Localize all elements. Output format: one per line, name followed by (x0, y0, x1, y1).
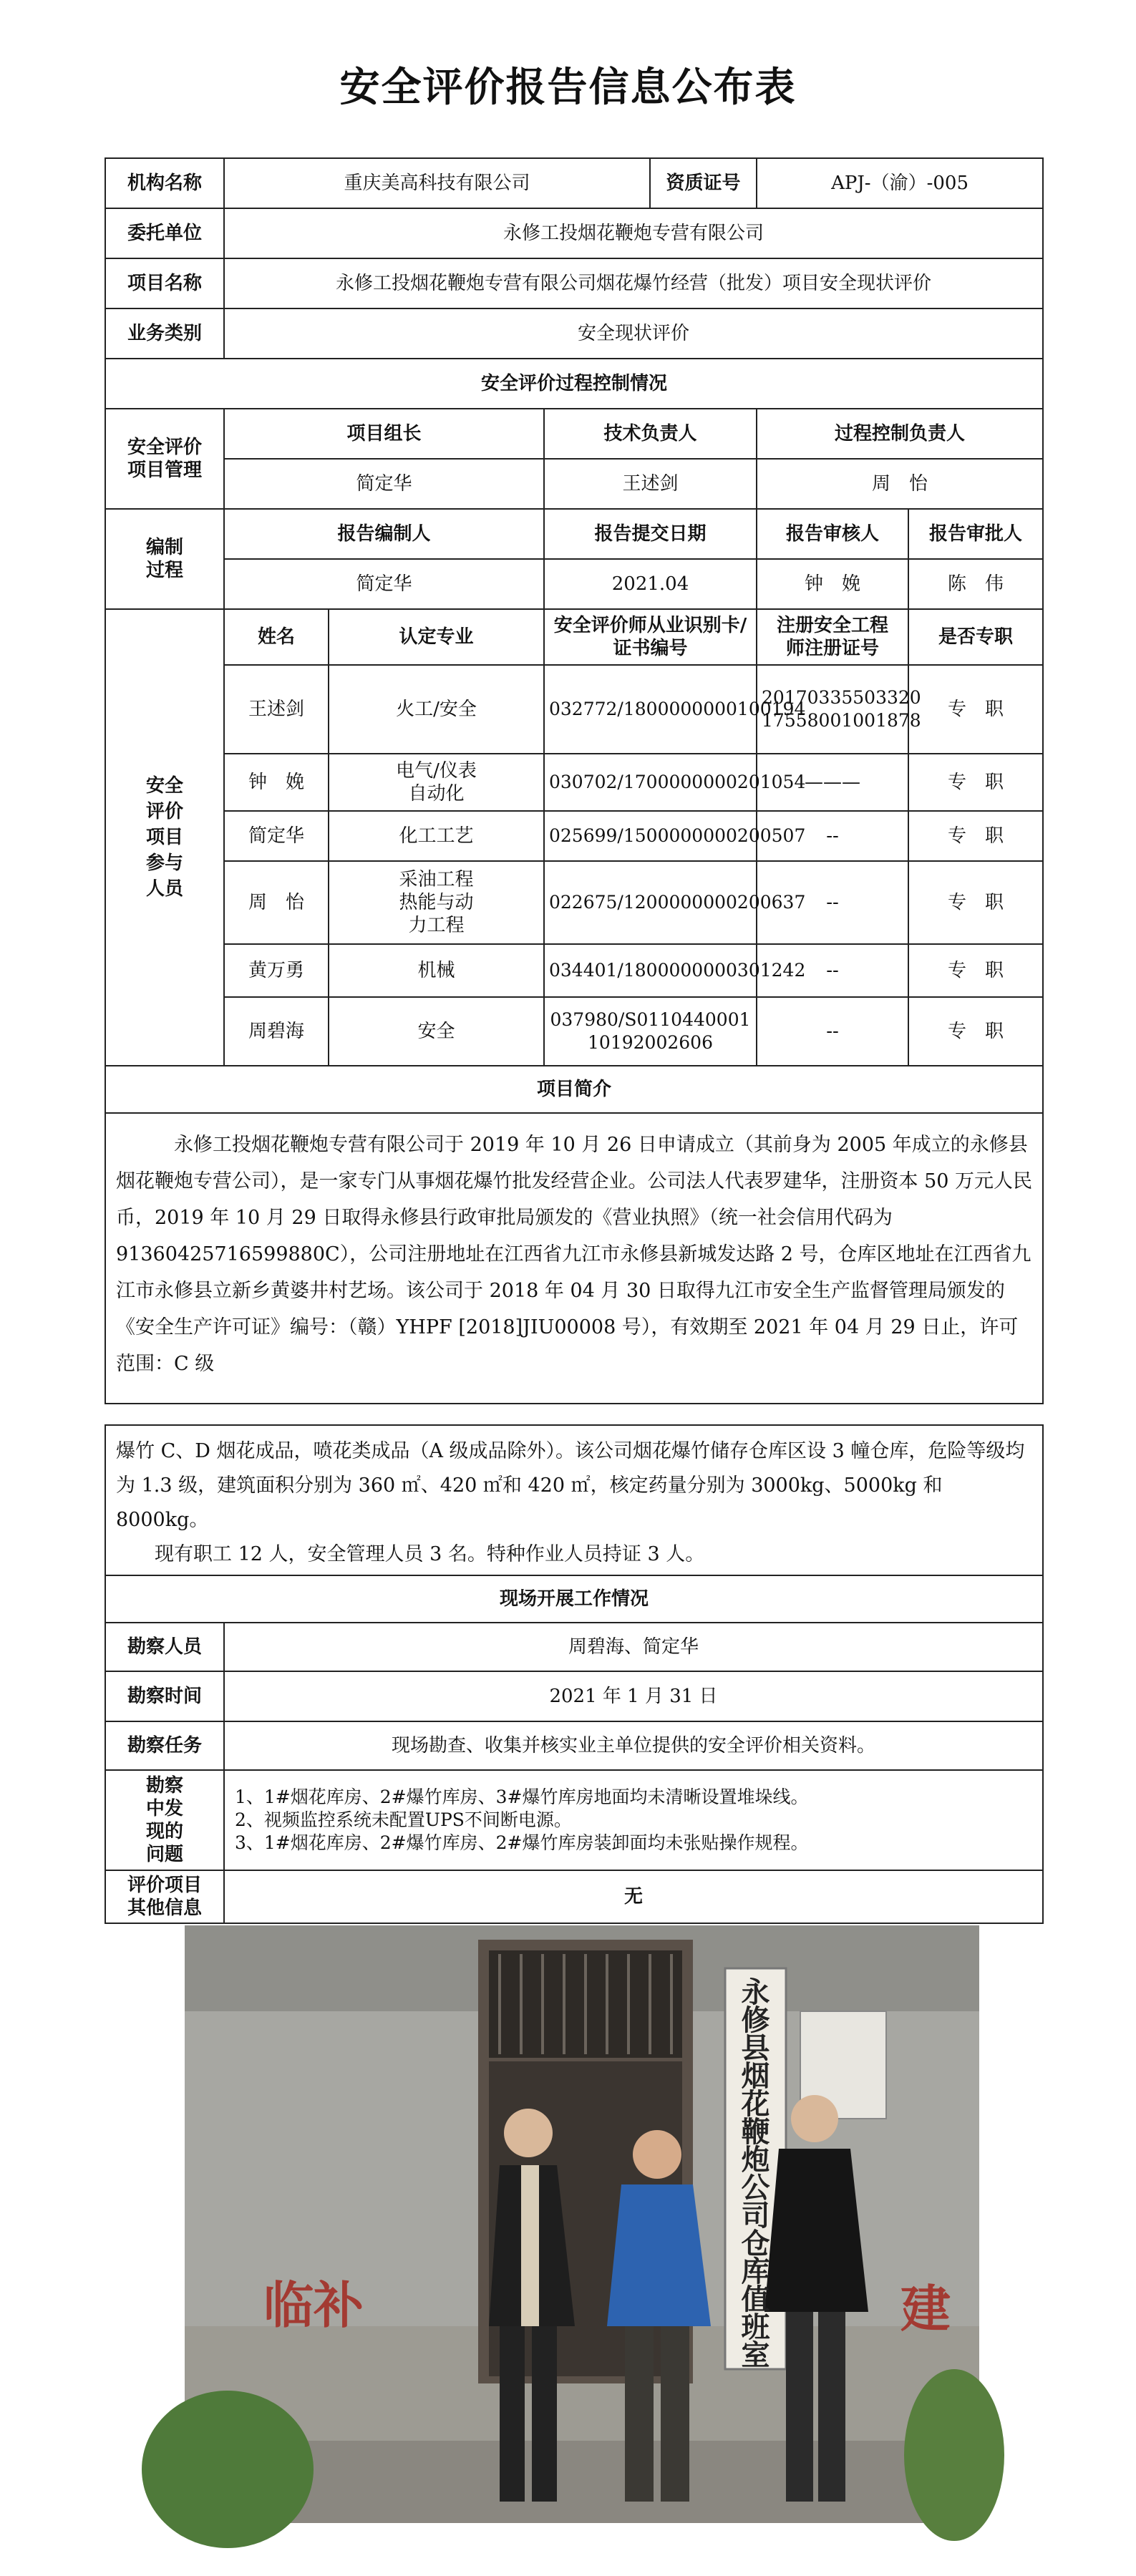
staff-header-major: 认定专业 (329, 609, 544, 665)
reviewer-value: 钟 娩 (757, 559, 908, 609)
table-row (105, 861, 1043, 944)
survey-section-title: 现场开展工作情况 (105, 1575, 1043, 1623)
editor-label: 报告编制人 (224, 509, 544, 559)
editor-value: 简定华 (224, 559, 544, 609)
staff-name: 黄万勇 (224, 944, 329, 997)
staff-fulltime: 专 职 (908, 754, 1043, 811)
staff-name: 钟 娩 (224, 754, 329, 811)
staff-major: 安全 (329, 997, 544, 1066)
intro-section-title: 项目简介 (105, 1066, 1043, 1113)
staff-reg: ——— (757, 754, 908, 811)
project-label: 项目名称 (105, 258, 224, 308)
site-photo (185, 1925, 979, 2523)
staff-card: 032772/1800000000100194 (544, 665, 757, 754)
org-name-label: 机构名称 (105, 158, 224, 208)
wall-text-left: 临补 (263, 2276, 364, 2335)
table-row (105, 944, 1043, 997)
survey-staff-label: 勘察人员 (105, 1623, 224, 1671)
staff-major: 化工工艺 (329, 811, 544, 861)
survey-task-label: 勘察任务 (105, 1721, 224, 1770)
staff-fulltime: 专 职 (908, 861, 1043, 944)
process-section-title: 安全评价过程控制情况 (105, 359, 1043, 409)
staff-reg: -- (757, 861, 908, 944)
staff-major: 机械 (329, 944, 544, 997)
leader-value: 简定华 (224, 459, 544, 509)
staff-fulltime: 专 职 (908, 944, 1043, 997)
staff-card: 037980/S011044000110192002606 (544, 997, 757, 1066)
staff-major: 火工/安全 (329, 665, 544, 754)
client-label: 委托单位 (105, 208, 224, 258)
staff-group-label: 安全 评价 项目 参与 人员 (105, 609, 224, 1066)
staff-card: 025699/1500000000200507 (544, 811, 757, 861)
tech-value: 王述剑 (544, 459, 757, 509)
tech-label: 技术负责人 (544, 409, 757, 459)
staff-fulltime: 专 职 (908, 811, 1043, 861)
table-row (105, 665, 1043, 754)
mgmt-label: 安全评价 项目管理 (105, 409, 224, 509)
page-title: 安全评价报告信息公布表 (339, 64, 797, 111)
survey-staff-value: 周碧海、简定华 (224, 1623, 1043, 1671)
staff-reg: -- (757, 944, 908, 997)
client-value: 永修工投烟花鞭炮专营有限公司 (224, 208, 1043, 258)
staff-header-full: 是否专职 (908, 609, 1043, 665)
reviewer-label: 报告审核人 (757, 509, 908, 559)
table-row (105, 997, 1043, 1066)
staff-major: 电气/仪表 自动化 (329, 754, 544, 811)
staff-reg: -- (757, 997, 908, 1066)
shrub-left (142, 2391, 314, 2548)
staff-reg: -- (757, 811, 908, 861)
approver-value: 陈 伟 (908, 559, 1043, 609)
ctrl-label: 过程控制负责人 (757, 409, 1043, 459)
table-row (105, 754, 1043, 811)
staff-major: 采油工程 热能与动 力工程 (329, 861, 544, 944)
compile-label: 编制 过程 (105, 509, 224, 609)
survey-time-label: 勘察时间 (105, 1671, 224, 1721)
staff-fulltime: 专 职 (908, 665, 1043, 754)
date-value: 2021.04 (544, 559, 757, 609)
info-table (105, 157, 1044, 1404)
leader-label: 项目组长 (224, 409, 544, 459)
project-value: 永修工投烟花鞭炮专营有限公司烟花爆竹经营（批发）项目安全现状评价 (224, 258, 1043, 308)
survey-time-value: 2021 年 1 月 31 日 (224, 1671, 1043, 1721)
site-photo-illustration (185, 1925, 979, 2523)
staff-name: 简定华 (224, 811, 329, 861)
staff-card: 030702/1700000000201054 (544, 754, 757, 811)
staff-header-reg: 注册安全工程 师注册证号 (757, 609, 908, 665)
staff-header-name: 姓名 (224, 609, 329, 665)
shrub-right (904, 2369, 1004, 2541)
staff-card: 034401/1800000000301242 (544, 944, 757, 997)
staff-reg: 20170335503320 17558001001878 (757, 665, 908, 754)
date-label: 报告提交日期 (544, 509, 757, 559)
approver-label: 报告审批人 (908, 509, 1043, 559)
vertical-sign-text: 永修县烟花鞭炮公司仓库值班室 (741, 1976, 770, 2372)
intro-text: 永修工投烟花鞭炮专营有限公司于 2019 年 10 月 26 日申请成立（其前身为 2005 年成立的永修县烟花鞭炮专营公司），是一家专门从事烟花爆竹批发经营企业。公司法人代表罗建华，注册资本 50 万元人民币，2019 年 10 月 29 日取得永修县行政审批局颁发的《营业执照》（统一社会信用代码为 91360425716599880C），公司注册地址在江西省九江市永修县新城发达路 2 号，仓库区地址在江西省九江市永修县立新乡黄婆井村艺场。该公司于 2018 年 04 月 30 日取得九江市安全生产监督管理局颁发的《安全生产许可证》编号：（赣）YHPF [2018]JIU00008 号），有效期至 2021 年 04 月 29 日止，许可范围：C 级 (105, 1113, 1043, 1404)
wall-text-right: 建 (900, 2280, 951, 2338)
table-row (105, 811, 1043, 861)
survey-other-value: 无 (224, 1870, 1043, 1923)
staff-fulltime: 专 职 (908, 997, 1043, 1066)
survey-table (105, 1424, 1044, 1924)
survey-issues-label: 勘察 中发 现的 问题 (105, 1770, 224, 1870)
org-name: 重庆美高科技有限公司 (224, 158, 650, 208)
staff-card: 022675/1200000000200637 (544, 861, 757, 944)
survey-other-label: 评价项目 其他信息 (105, 1870, 224, 1923)
staff-header-card: 安全评价师从业识别卡/ 证书编号 (544, 609, 757, 665)
cert-label: 资质证号 (650, 158, 757, 208)
survey-issues-list: 1、1#烟花库房、2#爆竹库房、3#爆竹库房地面均未清晰设置堆垛线。 2、视频监控系统未配置UPS不间断电源。 3、1#烟花库房、2#爆竹库房、2#爆竹库房装卸面均未张贴操作规程。 (224, 1770, 1043, 1870)
survey-task-value: 现场勘查、收集并核实业主单位提供的安全评价相关资料。 (224, 1721, 1043, 1770)
staff-name: 周 怡 (224, 861, 329, 944)
staff-name: 周碧海 (224, 997, 329, 1066)
cert-number: APJ-（渝）-005 (757, 158, 1043, 208)
type-label: 业务类别 (105, 308, 224, 359)
intro-text-continued: 爆竹 C、D 烟花成品，喷花类成品（A 级成品除外）。该公司烟花爆竹储存仓库区设 3 幢仓库，危险等级均为 1.3 级，建筑面积分别为 360 ㎡、420 ㎡和 420 ㎡，核定药量分别为 3000kg、5000kg 和 8000kg。 现有职工 12 人，安全管理人员 3 名。特种作业人员持证 3 人。 (105, 1425, 1043, 1575)
type-value: 安全现状评价 (224, 308, 1043, 359)
ctrl-value: 周 怡 (757, 459, 1043, 509)
staff-name: 王述剑 (224, 665, 329, 754)
